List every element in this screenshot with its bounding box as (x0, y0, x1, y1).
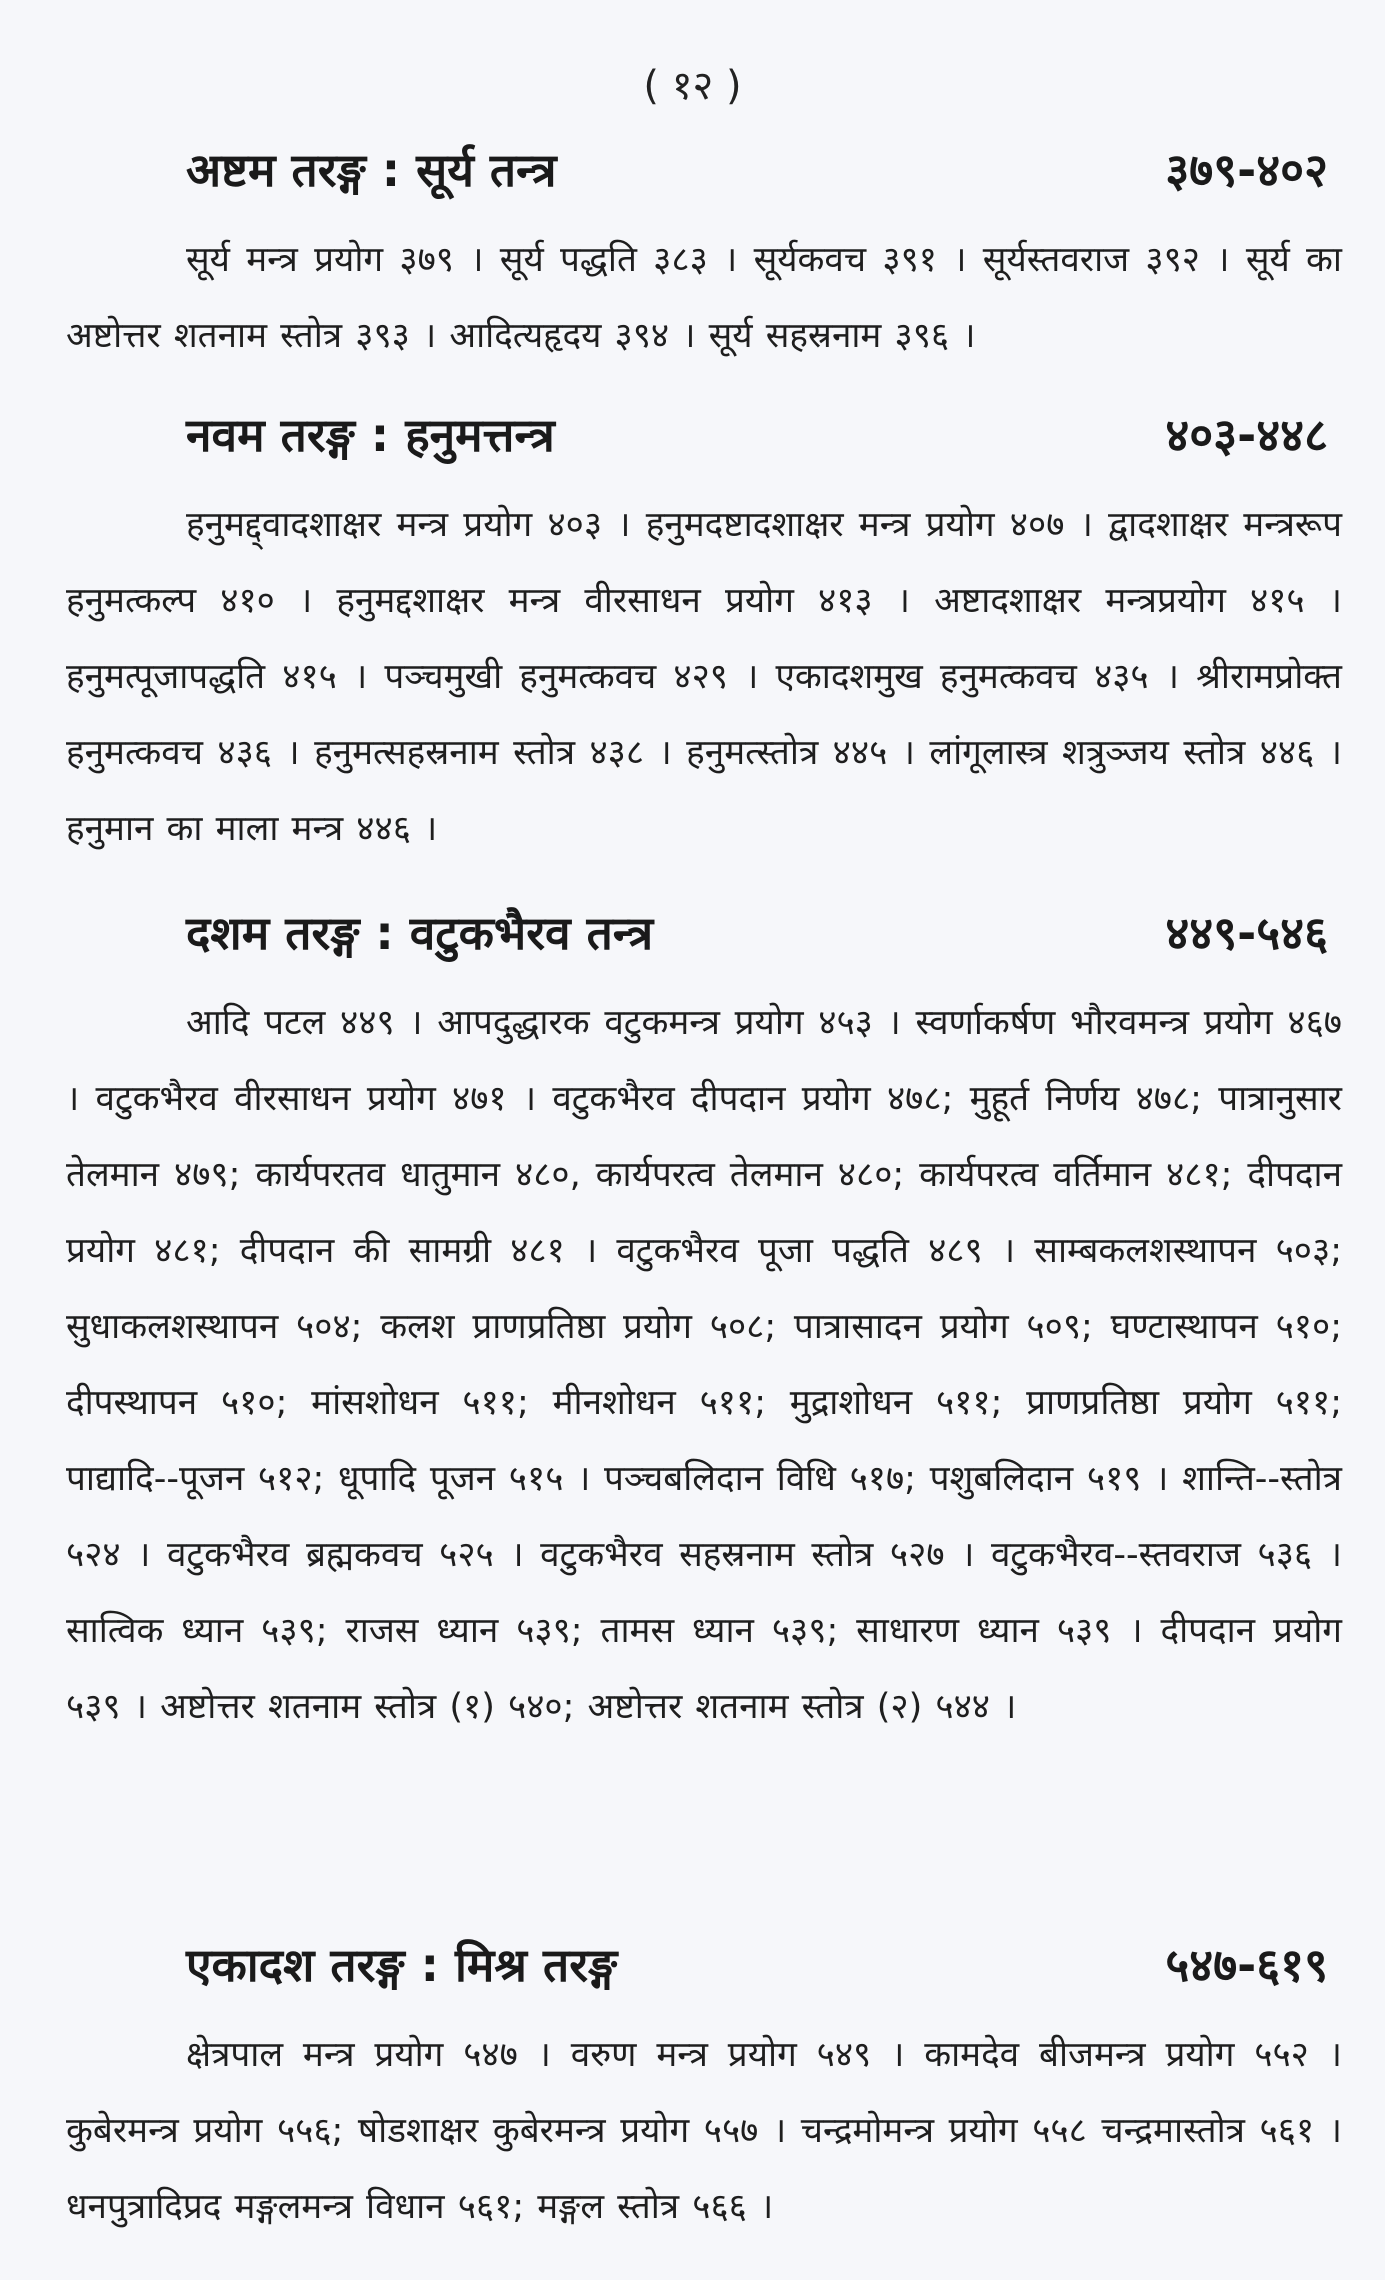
section-title: नवम तरङ्ग : हनुमत्तन्त्र (186, 408, 555, 462)
section-title: एकादश तरङ्ग : मिश्र तरङ्ग (186, 1938, 618, 1992)
section-page-range: ३७९-४०२ (1165, 143, 1328, 197)
section-surya-tantra (66, 130, 1342, 374)
section-vatukabhairava-tantra (66, 893, 1342, 1745)
section-contents: क्षेत्रपाल मन्त्र प्रयोग ५४७ । वरुण मन्त्र प्रयोग ५४९ । कामदेव बीजमन्त्र प्रयोग ५५२ । कुबेरमन्त्र प्रयोग ५५६; षोडशाक्षर कुबेरमन्त्र प्रयोग ५५७ । चन्द्रमोमन्त्र प्रयोग ५५८ चन्द्रमास्तोत्र ५६१ । धनपुत्रादिप्रद मङ्गलमन्त्र विधान ५६१; मङ्गल स्तोत्र ५६६ । (66, 2035, 1342, 2227)
section-heading (66, 395, 1342, 475)
section-page-range: ४०३-४४८ (1165, 408, 1328, 462)
section-contents: सूर्य मन्त्र प्रयोग ३७९ । सूर्य पद्धति ३८३ । सूर्यकवच ३९१ । सूर्यस्तवराज ३९२ । सूर्य का अष्टोत्तर शतनाम स्तोत्र ३९३ । आदित्यहृदय ३९४ । सूर्य सहस्रनाम ३९६ । (66, 240, 1342, 356)
section-heading (66, 1925, 1342, 2005)
page-number: ( १२ ) (643, 63, 742, 109)
section-heading (66, 893, 1342, 973)
section-hanumat-tantra (66, 395, 1342, 867)
section-page-range: ५४७-६१९ (1165, 1938, 1328, 1992)
section-title: दशम तरङ्ग : वटुकभैरव तन्त्र (186, 906, 654, 960)
section-heading (66, 130, 1342, 210)
section-page-range: ४४९-५४६ (1165, 906, 1328, 960)
section-title: अष्टम तरङ्ग : सूर्य तन्त्र (186, 143, 557, 197)
section-contents: आदि पटल ४४९ । आपदुद्धारक वटुकमन्त्र प्रयोग ४५३ । स्वर्णाकर्षण भौरवमन्त्र प्रयोग ४६७ । वटुकभैरव वीरसाधन प्रयोग ४७१ । वटुकभैरव दीपदान प्रयोग ४७८; मुहूर्त निर्णय ४७८; पात्रानुसार तेलमान ४७९; कार्यपरतव धातुमान ४८०, कार्यपरत्व तेलमान ४८०; कार्यपरत्व वर्तिमान ४८१; दीपदान प्रयोग ४८१; दीपदान की सामग्री ४८१ । वटुकभैरव पूजा पद्धति ४८९ । साम्बकलशस्थापन ५०३; सुधाकलशस्थापन ५०४; कलश प्राणप्रतिष्ठा प्रयोग ५०८; पात्रासादन प्रयोग ५०९; घण्टास्थापन ५१०; दीपस्थापन ५१०; मांसशोधन ५११; मीनशोधन ५११; मुद्राशोधन ५११; प्राणप्रतिष्ठा प्रयोग ५११; पाद्यादि--पूजन ५१२; धूपादि पूजन ५१५ । पञ्चबलिदान विधि ५१७; पशुबलिदान ५१९ । शान्ति--स्तोत्र ५२४ । वटुकभैरव ब्रह्मकवच ५२५ । वटुकभैरव सहस्रनाम स्तोत्र ५२७ । वटुकभैरव--स्तवराज ५३६ । सात्विक ध्यान ५३९; राजस ध्यान ५३९; तामस ध्यान ५३९; साधारण ध्यान ५३९ । दीपदान प्रयोग ५३९ । अष्टोत्तर शतनाम स्तोत्र (१) ५४०; अष्टोत्तर शतनाम स्तोत्र (२) ५४४ । (66, 1003, 1342, 1727)
section-mishra-tarang (66, 1925, 1342, 2245)
section-contents: हनुमद्द्वादशाक्षर मन्त्र प्रयोग ४०३ । हनुमदष्टादशाक्षर मन्त्र प्रयोग ४०७ । द्वादशाक्षर मन्त्ररूप हनुमत्कल्प ४१० । हनुमद्दशाक्षर मन्त्र वीरसाधन प्रयोग ४१३ । अष्टादशाक्षर मन्त्रप्रयोग ४१५ । हनुमत्पूजापद्धति ४१५ । पञ्चमुखी हनुमत्कवच ४२९ । एकादशमुख हनुमत्कवच ४३५ । श्रीरामप्रोक्त हनुमत्कवच ४३६ । हनुमत्सहस्रनाम स्तोत्र ४३८ । हनुमत्स्तोत्र ४४५ । लांगूलास्त्र शत्रुञ्जय स्तोत्र ४४६ । हनुमान का माला मन्त्र ४४६ । (66, 505, 1342, 849)
